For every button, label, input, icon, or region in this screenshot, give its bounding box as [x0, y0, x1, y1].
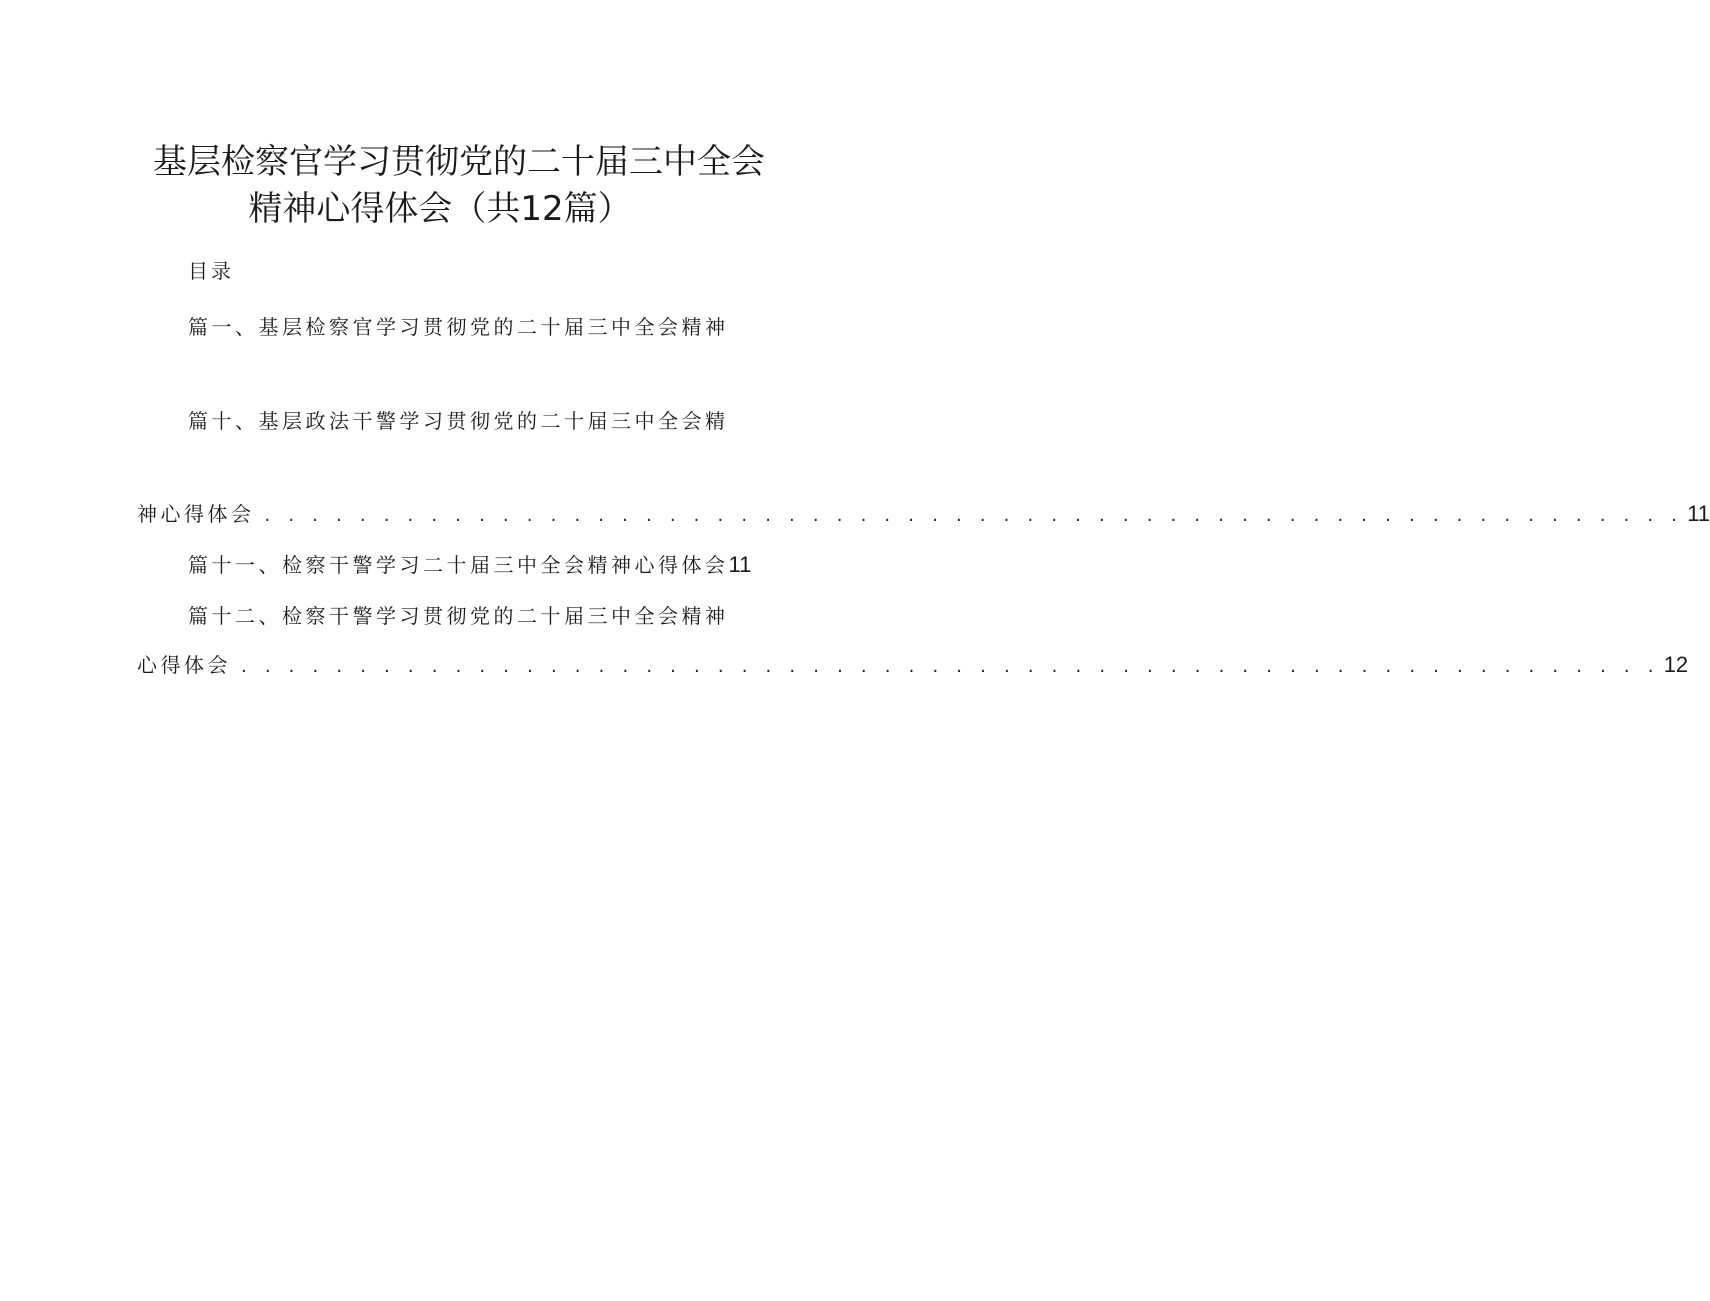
toc-entry-10-line-1[interactable]: 篇十、基层政法干警学习贯彻党的二十届三中全会精: [188, 409, 729, 433]
toc-entry-10-line-2[interactable]: [137, 498, 1710, 527]
toc-entry-10-page: 11: [1687, 501, 1710, 526]
toc-entry-11[interactable]: [188, 549, 751, 578]
toc-heading: 目录: [188, 259, 234, 283]
toc-entry-10-leader: . . . . . . . . . . . . . . . . . . . . . . . . . . . . . . . . . . . . . . . . . . . . . . . . . . . . . . . . . . . .: [264, 505, 1684, 526]
toc-entry-10-text: 神心得体会: [137, 502, 255, 526]
document-title-line-1: 基层检察官学习贯彻党的二十届三中全会: [153, 142, 765, 182]
toc-entry-12-line-1[interactable]: 篇十二、检察干警学习贯彻党的二十届三中全会精神: [188, 604, 729, 628]
toc-entry-11-page: 11: [728, 552, 752, 577]
toc-entry-12-leader: . . . . . . . . . . . . . . . . . . . . . . . . . . . . . . . . . . . . . . . . . . . . . . . . . . . . . . . . . . . .: [241, 656, 1660, 677]
toc-entry-12-text: 心得体会: [137, 653, 231, 677]
toc-entry-12-line-2[interactable]: [137, 649, 1689, 678]
document-title-line-2: 精神心得体会（共12篇）: [248, 189, 632, 229]
toc-entry-12-page: 12: [1663, 652, 1689, 677]
toc-entry-11-text: 篇十一、检察干警学习二十届三中全会精神心得体会: [188, 553, 729, 577]
toc-entry-1[interactable]: 篇一、基层检察官学习贯彻党的二十届三中全会精神: [188, 315, 729, 339]
